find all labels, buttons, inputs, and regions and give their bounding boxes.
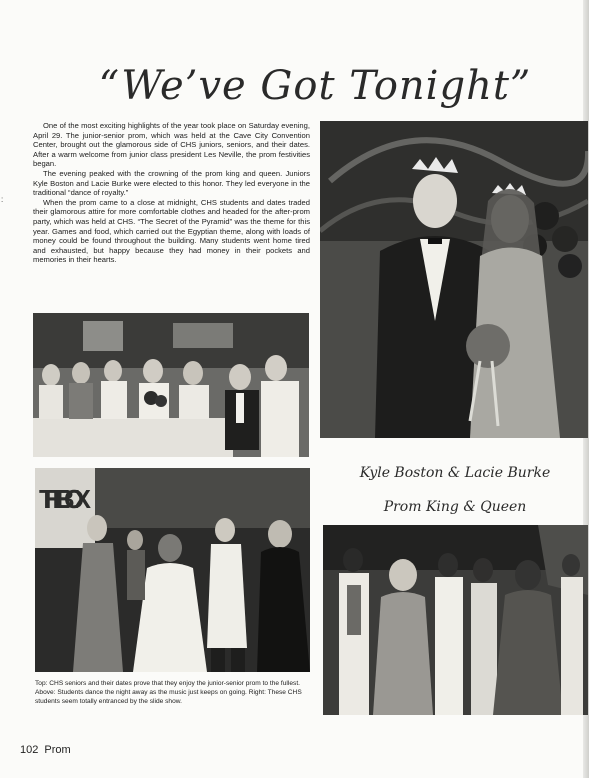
king-queen-photo	[320, 121, 588, 438]
royalty-titles-caption: Prom King & Queen	[383, 499, 527, 515]
margin-mark: :	[1, 195, 4, 204]
royalty-names-caption: Kyle Boston & Lacie Burke	[359, 465, 551, 481]
page-number: 102	[20, 744, 39, 756]
article-body	[33, 121, 310, 265]
article-paragraph: The evening peaked with the crowning of the prom king and queen. Juniors Kyle Boston and Lacie Burke were elected to this honor. They led everyone in the traditional “dance of royalty.”	[33, 168, 310, 198]
article-paragraph: One of the most exciting highlights of the year took place on Saturday evening, April 29. The junior-senior prom, which was held at the Cave City Convention Center, brought out the glamorous side of CHS juniors, seniors, and their dates. After a warm welcome from junior class president Les Neville, the prom festivities began.	[33, 121, 310, 169]
article-paragraph: When the prom came to a close at midnight, CHS students and dates traded their glamorous attire for more comfortable clothes and headed for the after-prom party, which was held at CHS. “The Secret of the Pyramid” was the theme for this year. Games and food, which carried out the Egyptian theme, along with loads of money could be found throughout the building. Many students went home tired and exhausted, but happy because they had money in their pockets and memories in their hearts.	[33, 197, 310, 265]
the-box-sign-text: THE BOX	[39, 484, 91, 514]
photo-caption: Top: CHS seniors and their dates prove that they enjoy the junior-senior prom to the fullest. Above: Students dance the night away as the music just keeps on going. Right: These CHS students seem totally entranced by the slide show.	[35, 680, 302, 705]
table-group-photo	[33, 313, 309, 457]
slide-show-photo	[323, 525, 588, 715]
page-title: “We’ve Got Tonight”	[98, 63, 532, 109]
dance-floor-photo	[35, 468, 310, 672]
section-name: Prom	[44, 744, 71, 756]
page-folio	[20, 744, 77, 756]
